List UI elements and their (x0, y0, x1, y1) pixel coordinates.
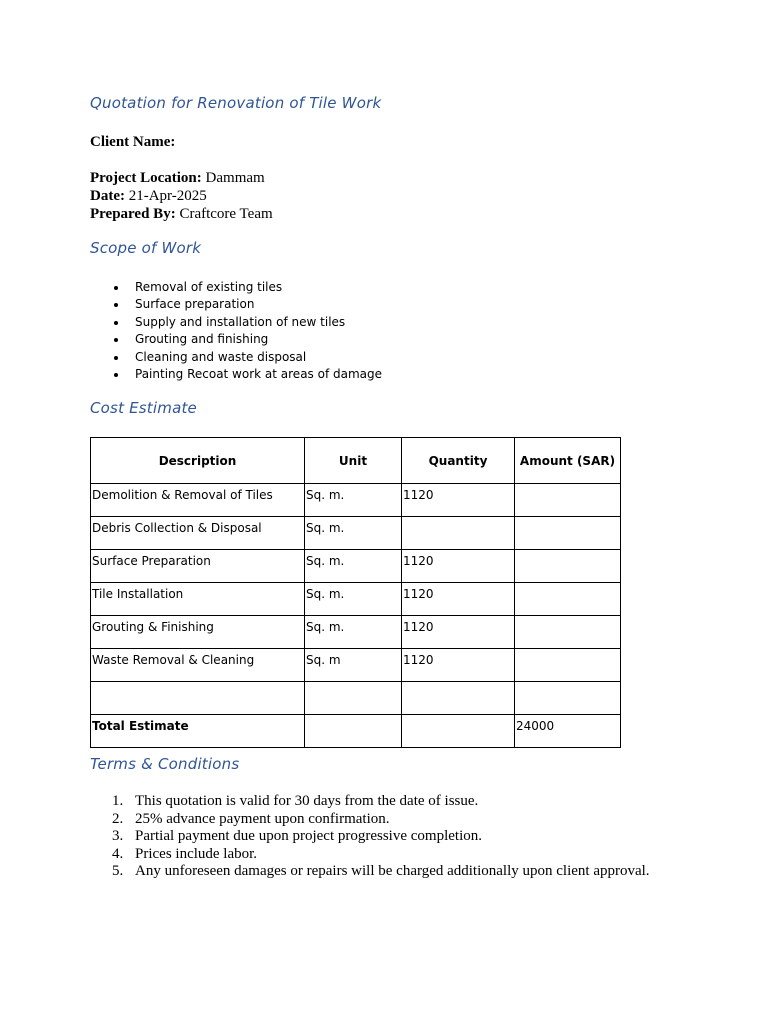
term-text: 25% advance payment upon confirmation. (135, 810, 390, 827)
prepared-by-line (90, 205, 273, 223)
table-row (91, 517, 621, 550)
list-item: Surface preparation (90, 296, 382, 313)
list-item: 3. Partial payment due upon project progressive completion. (112, 828, 482, 845)
table-cell (515, 484, 621, 517)
table-cell (305, 715, 402, 748)
table-cell: Sq. m. (305, 616, 402, 649)
cost-heading: Cost Estimate (90, 399, 197, 417)
list-item: Cleaning and waste disposal (90, 349, 382, 366)
list-item: Removal of existing tiles (90, 279, 382, 296)
table-cell (515, 583, 621, 616)
table-row (91, 583, 621, 616)
project-location-label: Project Location: (90, 170, 202, 186)
table-cell: Tile Installation (91, 583, 305, 616)
table-cell: Surface Preparation (91, 550, 305, 583)
list-item: 4. Prices include labor. (112, 845, 258, 862)
project-location-line (90, 169, 265, 187)
table-cell (515, 649, 621, 682)
table-row (91, 550, 621, 583)
terms-heading: Terms & Conditions (90, 755, 240, 773)
client-name-line (90, 133, 175, 151)
table-cell: Sq. m (305, 649, 402, 682)
table-cell (515, 682, 621, 715)
table-cell: Sq. m. (305, 550, 402, 583)
list-item: 2. 25% advance payment upon confirmation. (112, 810, 390, 827)
table-cell: 1120 (402, 583, 515, 616)
column-header-description: Description (91, 438, 305, 484)
table-cell (91, 682, 305, 715)
client-name-label: Client Name: (90, 134, 176, 150)
term-text: Partial payment due upon project progressive completion. (135, 828, 482, 845)
table-cell (515, 550, 621, 583)
table-cell (305, 682, 402, 715)
table-row (91, 616, 621, 649)
table-cell (402, 715, 515, 748)
date-value: 21-Apr-2025 (128, 188, 207, 204)
table-cell (402, 682, 515, 715)
table-row (91, 682, 621, 715)
prepared-by-label: Prepared By: (90, 206, 176, 222)
list-item: Supply and installation of new tiles (90, 314, 382, 331)
project-location-value: Dammam (205, 170, 265, 186)
table-cell: 1120 (402, 616, 515, 649)
table-cell: Grouting & Finishing (91, 616, 305, 649)
total-amount: 24000 (515, 715, 621, 748)
total-label: Total Estimate (91, 715, 305, 748)
scope-list (90, 279, 382, 383)
table-header-row (91, 438, 621, 484)
table-cell: 1120 (402, 484, 515, 517)
table-cell (402, 517, 515, 550)
table-cell (515, 616, 621, 649)
scope-heading: Scope of Work (90, 239, 202, 257)
date-label: Date: (90, 188, 125, 204)
table-cell: Demolition & Removal of Tiles (91, 484, 305, 517)
total-row (91, 715, 621, 748)
table-cell: Debris Collection & Disposal (91, 517, 305, 550)
table-cell: Waste Removal & Cleaning (91, 649, 305, 682)
date-line (90, 187, 207, 205)
term-text: Prices include labor. (135, 845, 258, 862)
terms-list (90, 793, 650, 881)
table-cell (515, 517, 621, 550)
table-row (91, 484, 621, 517)
table-row (91, 649, 621, 682)
column-header-amount: Amount (SAR) (515, 438, 621, 484)
document-title: Quotation for Renovation of Tile Work (90, 94, 382, 112)
term-text: This quotation is valid for 30 days from the date of issue. (135, 793, 479, 809)
prepared-by-value: Craftcore Team (179, 206, 273, 222)
term-text: Any unforeseen damages or repairs will be charged additionally upon client approval. (135, 863, 650, 880)
table-cell: 1120 (402, 649, 515, 682)
column-header-unit: Unit (305, 438, 402, 484)
table-cell: 1120 (402, 550, 515, 583)
list-item: Painting Recoat work at areas of damage (90, 366, 382, 383)
list-item: 5. Any unforeseen damages or repairs will be charged additionally upon client approval. (112, 863, 650, 880)
column-header-quantity: Quantity (402, 438, 515, 484)
table-cell: Sq. m. (305, 583, 402, 616)
table-cell: Sq. m. (305, 517, 402, 550)
cost-table (90, 437, 621, 748)
table-cell: Sq. m. (305, 484, 402, 517)
list-item: Grouting and finishing (90, 331, 382, 348)
list-item: 1. This quotation is valid for 30 days from the date of issue. (112, 793, 479, 809)
